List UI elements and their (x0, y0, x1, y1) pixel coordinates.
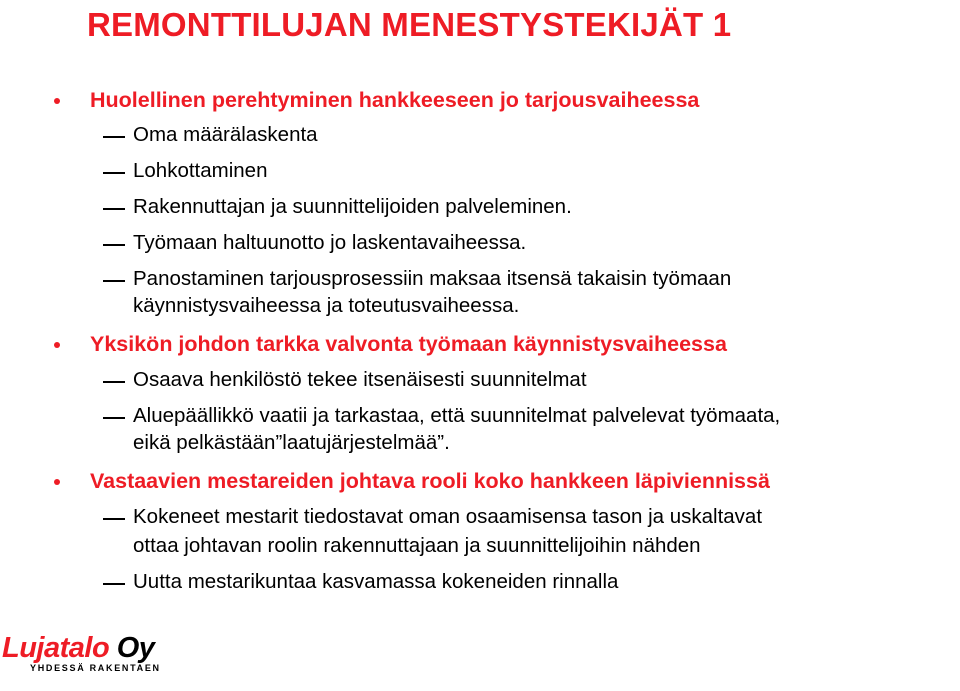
sub-item-continuation: ottaa johtavan roolin rakennuttajaan ja suunnittelijoihin nähden (133, 534, 701, 557)
sub-item: Panostaminen tarjousprosessiin maksaa itsensä takaisin työmaan (133, 267, 732, 290)
bullet-marker (54, 479, 60, 485)
bullet-heading: Vastaavien mestareiden johtava rooli koko hankkeen läpiviennissä (90, 469, 770, 493)
sub-item: Uutta mestarikuntaa kasvamassa kokeneiden rinnalla (133, 570, 619, 593)
sub-item: Oma määrälaskenta (133, 123, 318, 146)
sub-item-continuation: käynnistysvaiheessa ja toteutusvaiheessa. (133, 294, 520, 317)
dash-marker (103, 381, 125, 383)
sub-item: Kokeneet mestarit tiedostavat oman osaamisensa tason ja uskaltavat (133, 505, 763, 528)
bullet-marker (54, 342, 60, 348)
bullet-heading: Yksikön johdon tarkka valvonta työmaan käynnistysvaiheessa (90, 332, 727, 356)
sub-item: Osaava henkilöstö tekee itsenäisesti suunnitelmat (133, 368, 587, 391)
logo-part-luja: Luja (2, 632, 60, 664)
dash-marker (103, 583, 125, 585)
company-logo (2, 632, 162, 678)
dash-marker (103, 417, 125, 419)
bullet-marker (54, 98, 60, 104)
sub-item: Lohkottaminen (133, 159, 268, 182)
dash-marker (103, 172, 125, 174)
dash-marker (103, 244, 125, 246)
dash-marker (103, 518, 125, 520)
logo-wordmark (2, 632, 154, 665)
bullet-heading: Huolellinen perehtyminen hankkeeseen jo tarjousvaiheessa (90, 88, 700, 112)
logo-part-oy: Oy (109, 632, 155, 664)
dash-marker (103, 280, 125, 282)
sub-item: Rakennuttajan ja suunnittelijoiden palveleminen. (133, 195, 572, 218)
dash-marker (103, 208, 125, 210)
logo-part-talo: talo (59, 632, 110, 664)
sub-item: Aluepäällikkö vaatii ja tarkastaa, että suunnitelmat palvelevat työmaata, (133, 404, 781, 427)
logo-tagline: YHDESSÄ RAKENTAEN (30, 663, 161, 673)
dash-marker (103, 136, 125, 138)
slide-title: REMONTTILUJAN MENESTYSTEKIJÄT 1 (87, 6, 732, 43)
sub-item-continuation: eikä pelkästään”laatujärjestelmää”. (133, 431, 450, 454)
sub-item: Työmaan haltuunotto jo laskentavaiheessa. (133, 231, 527, 254)
